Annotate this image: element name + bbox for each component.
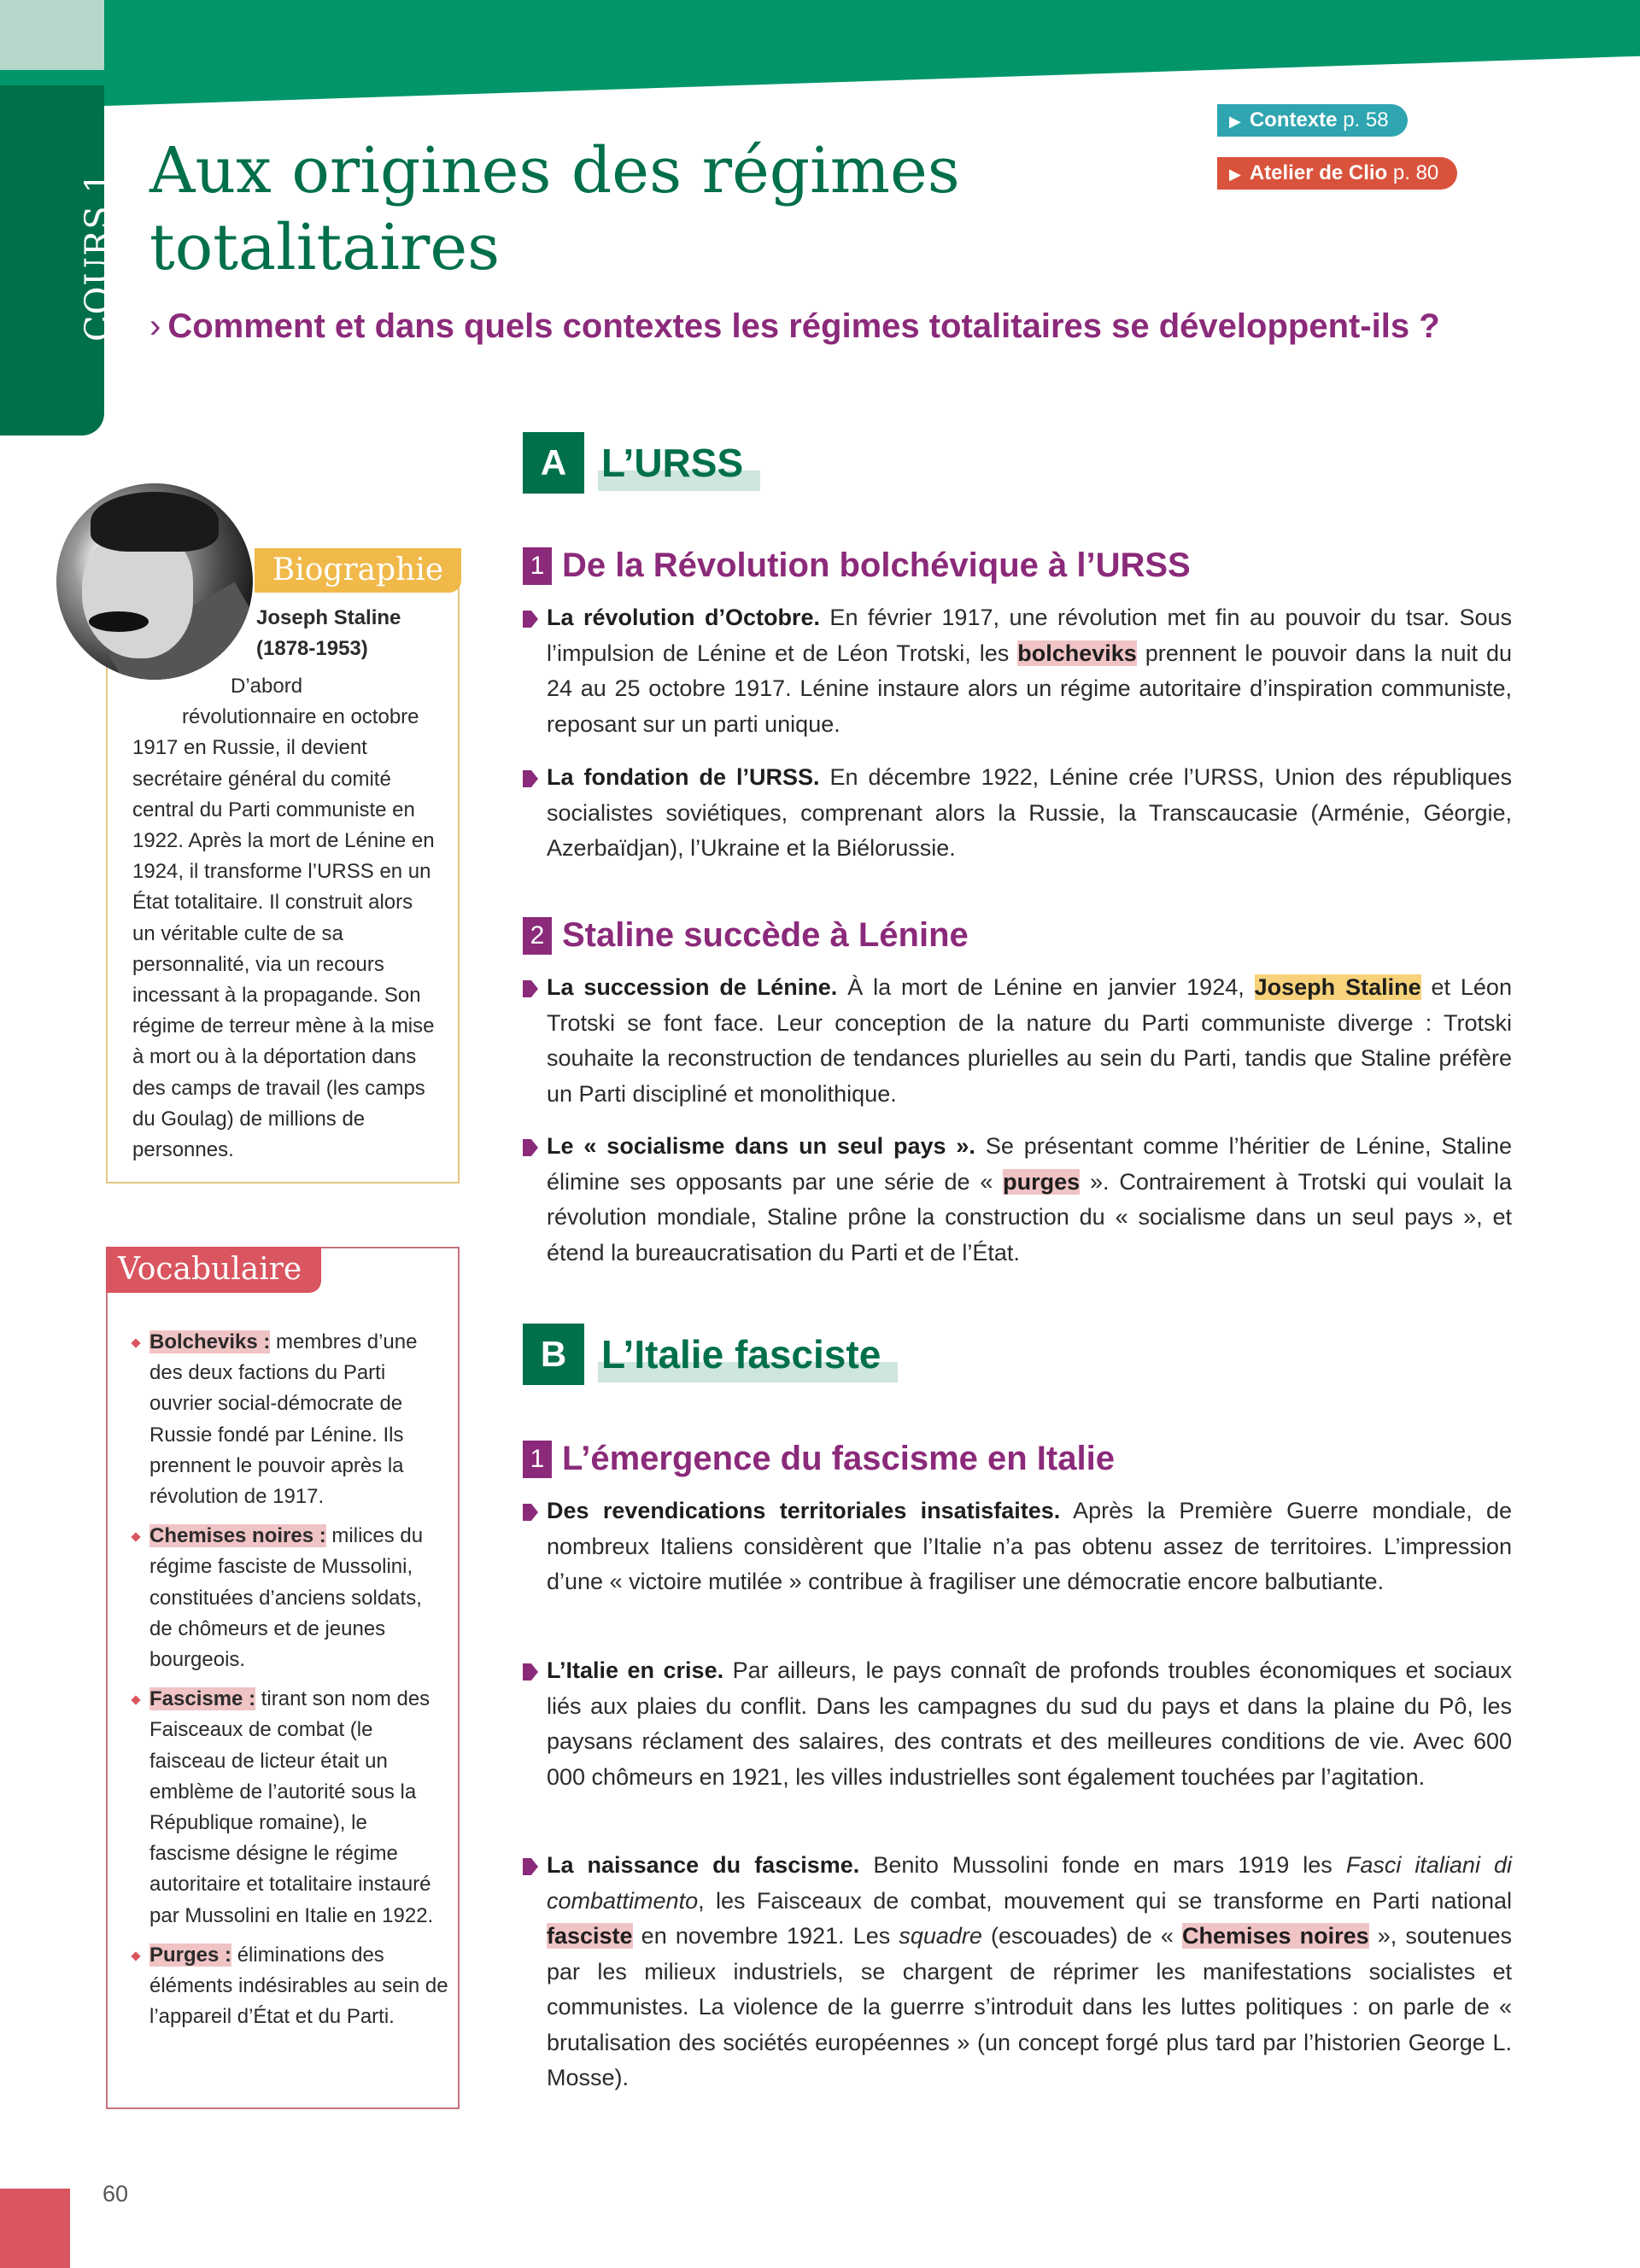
paragraph-text: En février 1917, une révolution met fin au pouvoir du tsar. Sous l’impulsion de Lénine et de Léon Trotski, les (547, 605, 1513, 666)
section-title: L’URSS (598, 440, 760, 486)
paragraph-lead: La naissance du fascisme. (547, 1852, 860, 1878)
diamond-bullet-icon (131, 1696, 140, 1705)
link-page: p. 80 (1392, 161, 1439, 184)
paragraph-text: », soutenues par les milieux industriels, se chargent de réprimer les manifestations socialistes et communistes. La violence de la guerrre s’introduit dans les luttes politiques : on parle de « brutalisation des sociétés européennes » (un concept forgé plus tard par l’historien George L. Mosse). (547, 1923, 1513, 2090)
paragraph (523, 1848, 1512, 2096)
header-corner-strip (0, 70, 104, 85)
paragraph-lead: La succession de Lénine. (547, 974, 838, 1000)
paragraph-text: ». Contrairement à Trotski qui voulait la révolution mondiale, Staline prône la construction du « socialisme dans un seul pays », et étend la bureaucratisation du Parti et de l’État. (547, 1168, 1512, 1266)
page-number: 60 (102, 2181, 129, 2207)
paragraph-text: en novembre 1921. Les (632, 1923, 899, 1949)
paragraph-lead: L’Italie en crise. (547, 1657, 724, 1683)
vocabulary-definition: tirant son nom des Faisceaux de combat (le faisceau de licteur était un emblème de l’autorité sous la République romaine), le fascisme désigne le régime autoritaire et totalitaire instauré par Mussolini en Italie en 1922. (149, 1687, 434, 1927)
paragraph-text: (escouades) de « (981, 1923, 1182, 1949)
vocabulary-highlight: Chemises noires (1181, 1923, 1369, 1949)
subsection-heading (523, 1440, 1115, 1478)
link-page: p. 58 (1343, 108, 1389, 132)
chapter-tab-label: COURS 1 (79, 171, 118, 342)
play-triangle-icon: ▶ (1229, 166, 1241, 183)
header-corner-block (0, 0, 104, 70)
subsection-title: Staline succède à Lénine (562, 916, 969, 954)
paragraph-lead: La fondation de l’URSS. (547, 764, 820, 790)
italic-term: Fasci italiani di combattimento (547, 1852, 1513, 1914)
header-band (104, 0, 1640, 106)
diamond-bullet-icon (131, 1951, 140, 1961)
section-letter: B (523, 1324, 584, 1385)
paragraph-lead: Des revendications territoriales insatisfaites. (547, 1498, 1061, 1523)
vocabulary-tag: Vocabulaire (106, 1247, 321, 1293)
question-text: Comment et dans quels contextes les régimes totalitaires se développent-ils ? (167, 307, 1440, 345)
paragraph-text: prennent le pouvoir dans la nuit du 24 au 25 octobre 1917. Lénine instaure alors un régime autoritaire d’inspiration communiste, reposant sur un parti unique. (547, 640, 1513, 737)
vocabulary-highlight: purges (1003, 1168, 1081, 1195)
section-letter: A (523, 432, 584, 494)
biography-text-body: 1917 en Russie, il devient secrétaire général du comité central du Parti communiste en 1922. Après la mort de Lénine en 1924, il transforme l’URSS en un État totalitaire. Il construit alors un véritable culte de sa personnalité, via un recours incessant à la propagande. Son régime de terreur mène à la mise à mort ou à la déportation dans des camps de travail (les camps du Goulag) de millions de personnes. (132, 736, 435, 1162)
vocabulary-definition: milices du régime fasciste de Mussolini, constituées d’anciens soldats, de chômeurs et de jeunes bourgeois. (149, 1524, 424, 1672)
problem-question (149, 307, 1440, 346)
paragraph (523, 600, 1512, 742)
section-heading-b (523, 1324, 898, 1385)
paragraph-text: Par ailleurs, le pays connaît de profonds troubles économiques et sociaux liés aux plaies du conflit. Dans les campagnes du sud du pays et dans la plaine du Pô, les paysans réclament des salaires, des contrats et des meilleures conditions de vie. Avec 600 000 chômeurs en 1921, les villes industrielles sont également touchées par l’agitation. (547, 1657, 1512, 1790)
biography-highlight: Joseph Staline (1254, 974, 1421, 1000)
paragraph-lead: La révolution d’Octobre. (547, 605, 820, 630)
paragraph-text: Après la Première Guerre mondiale, de nombreux Italiens considèrent que l’Italie n’a pas obtenu assez de territoires. L’impression d’une « victoire mutilée » contribue à fragiliser une démocratie encore balbutiante. (547, 1498, 1512, 1594)
diamond-bullet-icon (131, 1338, 140, 1347)
vocabulary-list (132, 1327, 448, 2041)
biography-tag: Biographie (255, 548, 461, 593)
vocabulary-highlight: bolcheviks (1017, 640, 1137, 666)
vocabulary-term: Chemises noires : (149, 1524, 326, 1548)
biography-text-line: révolutionnaire en octobre (182, 705, 419, 729)
portrait-image (56, 483, 253, 680)
paragraph (523, 970, 1512, 1112)
vocabulary-item (132, 1327, 448, 1512)
link-contexte[interactable] (1217, 104, 1408, 137)
paragraph (523, 1493, 1512, 1600)
link-label: Atelier de Clio (1249, 161, 1388, 184)
vocabulary-highlight: fasciste (547, 1923, 633, 1949)
section-heading-a (523, 432, 760, 494)
biography-text (132, 671, 440, 1166)
paragraph-text: À la mort de Lénine en janvier 1924, (837, 974, 1255, 1000)
paragraph-text: Se présentant comme l’héritier de Lénine, Staline élimine ses opposants par une série de « (547, 1133, 1512, 1195)
page-title: Aux origines des régimes totalitaires (149, 134, 960, 284)
vocabulary-term: Fascisme : (149, 1687, 256, 1711)
subsection-heading (523, 547, 1191, 585)
subsection-number: 1 (523, 547, 552, 585)
play-triangle-icon: ▶ (1229, 113, 1241, 130)
vocabulary-item (132, 1684, 448, 1932)
paragraph-text: et Léon Trotski se font face. Leur conception de la nature du Parti communiste diverge : Trotski souhaite la reconstruction de tendances plurielles au sein du Parti, tandis que Staline préfère un Parti discipliné et monolithique. (547, 974, 1512, 1107)
biography-text-line: D’abord (231, 675, 303, 698)
paragraph-lead: Le « socialisme dans un seul pays ». (547, 1133, 975, 1159)
vocabulary-definition: membres d’une des deux factions du Parti ouvrier social-démocrate de Russie fondé par Lénine. Ils prennent le pouvoir après la révolution de 1917. (149, 1330, 418, 1509)
vocabulary-term: Purges : (149, 1943, 232, 1967)
biography-name: Joseph Staline (256, 606, 401, 629)
chevron-right-icon: › (149, 307, 161, 345)
subsection-title: L’émergence du fascisme en Italie (562, 1440, 1115, 1477)
subsection-number: 2 (523, 917, 552, 955)
vocabulary-term: Bolcheviks : (149, 1330, 271, 1353)
section-title: L’Italie fasciste (598, 1331, 898, 1377)
link-label: Contexte (1249, 108, 1338, 132)
paragraph (523, 1129, 1512, 1271)
italic-term: squadre (899, 1923, 982, 1949)
diamond-bullet-icon (131, 1533, 140, 1542)
paragraph-text: Benito Mussolini fonde en mars 1919 les (859, 1852, 1346, 1878)
biography-dates: (1878-1953) (256, 637, 368, 660)
paragraph-text: En décembre 1922, Lénine crée l’URSS, Union des républiques socialistes soviétiques, comprenant alors la Russie, la Transcaucasie (Arménie, Géorgie, Azerbaïdjan), l’Ukraine et la Biélorussie. (547, 764, 1512, 861)
subsection-heading (523, 916, 969, 955)
paragraph (523, 1653, 1512, 1795)
link-atelier-de-clio[interactable] (1217, 157, 1457, 190)
biography-person (256, 603, 453, 664)
paragraph (523, 760, 1512, 867)
vocabulary-item (132, 1521, 448, 1675)
footer-color-block (0, 2189, 70, 2268)
subsection-number: 1 (523, 1441, 552, 1478)
vocabulary-definition: éliminations des éléments indésirables au sein de l’appareil d’État et du Parti. (149, 1943, 448, 2029)
subsection-title: De la Révolution bolchévique à l’URSS (562, 547, 1191, 584)
paragraph-text: , les Faisceaux de combat, mouvement qui se transforme en Parti national (698, 1887, 1512, 1914)
vocabulary-item (132, 1940, 448, 2033)
